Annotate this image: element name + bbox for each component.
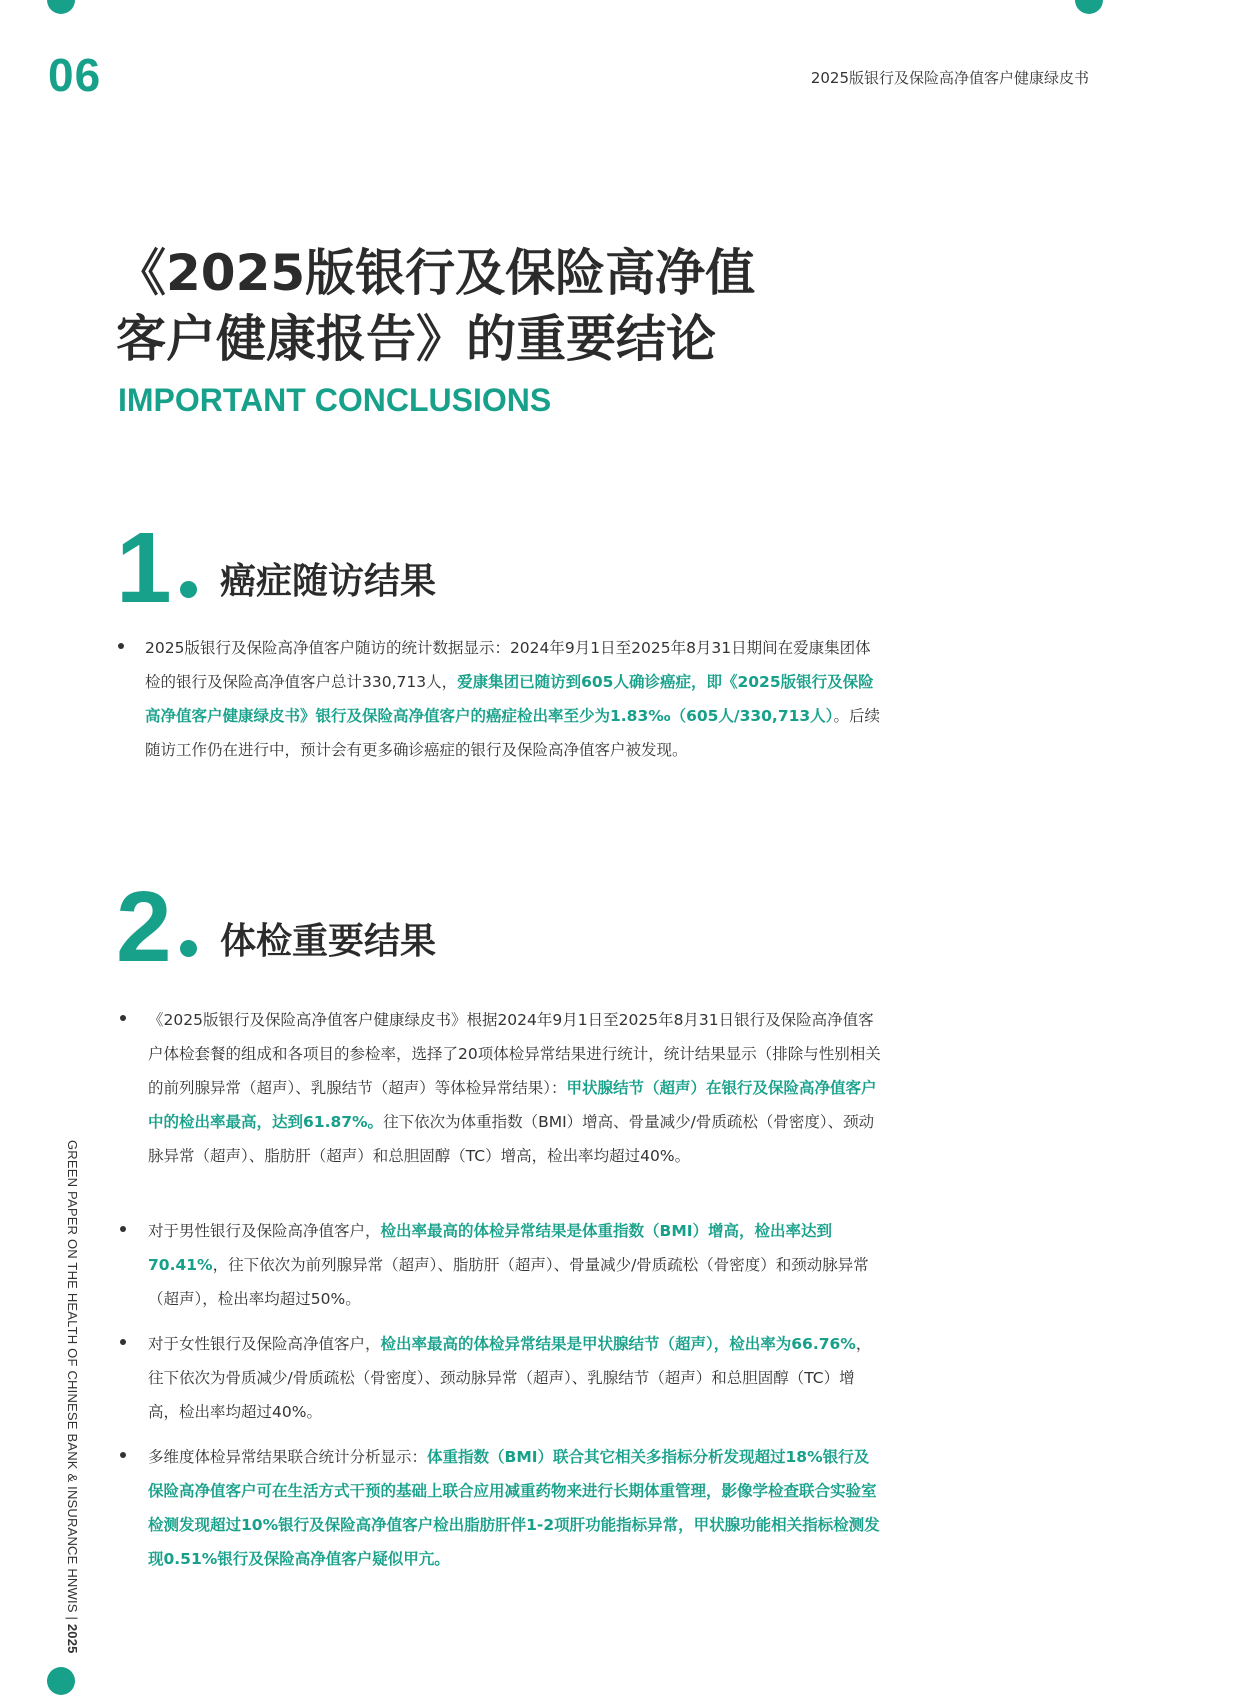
text-run: 。后续随访工作仍在进行中，预计会有更多确诊癌症的银行及保险高净值客户被发现。 [145, 707, 880, 759]
text-run: 《2025版银行及保险高净值客户健康绿皮书》根据2024年9月1日至2025年8月31日银行及保险高净值客户体检套餐的组成和各项目的参检率，选择了20项体检异常结果进行统计，统计结果显示（排除与性别相关的前列腺异常（超声）、乳腺结节（超声）等体检异常结果）： [148, 1011, 881, 1097]
sidebar-vertical-text [65, 1140, 80, 1654]
text-run: 往下依次为体重指数（BMI）增高、骨量减少/骨质疏松（骨密度）、颈动脉异常（超声）、脂肪肝（超声）和总胆固醇（TC）增高，检出率均超过40%。 [148, 1113, 875, 1165]
section-2-paragraph-1 [148, 1003, 883, 1173]
section-2-dot [180, 940, 197, 957]
section-1-title: 癌症随访结果 [220, 561, 437, 602]
sidebar-text: GREEN PAPER ON THE HEALTH OF CHINESE BANK & INSURANCE HNWIS | [65, 1140, 80, 1624]
bullet-dot [120, 1339, 126, 1345]
highlight-text: 甲状腺结节（超声）在银行及保险高净值客户中的检出率最高，达到61.87%。 [148, 1079, 877, 1131]
page-subtitle: IMPORTANT CONCLUSIONS [118, 382, 552, 418]
page-title [116, 240, 755, 372]
decor-dot-bottom-left [47, 1667, 75, 1695]
section-2-paragraph-4 [148, 1440, 883, 1576]
highlight-text: 检出率最高的体检异常结果是体重指数（BMI）增高，检出率达到70.41% [148, 1222, 833, 1274]
decor-dot-top-right [1075, 0, 1103, 14]
page-title-line-2: 客户健康报告》的重要结论 [116, 310, 716, 368]
text-run: 多维度体检异常结果联合统计分析显示： [148, 1448, 428, 1466]
section-1-number: 1 [116, 512, 172, 624]
text-run: 对于女性银行及保险高净值客户， [148, 1335, 381, 1353]
highlight-text: 爱康集团已随访到605人确诊癌症，即《2025版银行及保险高净值客户健康绿皮书》银行及保险高净值客户的癌症检出率至少为1.83‰（605人/330,713人） [145, 673, 874, 725]
text-run: ，往下依次为前列腺异常（超声）、脂肪肝（超声）、骨量减少/骨质疏松（骨密度）和颈动脉异常（超声），检出率均超过50%。 [148, 1256, 869, 1308]
bullet-dot [120, 1452, 126, 1458]
section-2-number: 2 [116, 871, 172, 983]
section-2-paragraph-2 [148, 1214, 883, 1316]
bullet-dot [120, 1015, 126, 1021]
decor-dot-top-left [47, 0, 75, 14]
text-run: 2025版银行及保险高净值客户随访的统计数据显示：2024年9月1日至2025年8月31日期间在爱康集团体检的银行及保险高净值客户总计330,713人， [145, 639, 871, 691]
document-header-title: 2025版银行及保险高净值客户健康绿皮书 [810, 69, 1089, 87]
section-1-dot [180, 581, 197, 598]
section-2-paragraph-3 [148, 1327, 883, 1429]
section-2-title: 体检重要结果 [220, 921, 437, 962]
bullet-dot [118, 643, 124, 649]
highlight-text: 体重指数（BMI）联合其它相关多指标分析发现超过18%银行及保险高净值客户可在生活方式干预的基础上联合应用减重药物来进行长期体重管理，影像学检查联合实验室检测发现超过10%银行及保险高净值客户检出脂肪肝伴1-2项肝功能指标异常，甲状腺功能相关指标检测发现0.51%银行及保险高净值客户疑似甲亢。 [148, 1448, 880, 1568]
page-title-line-1: 《2025版银行及保险高净值 [116, 244, 756, 302]
text-run: 对于男性银行及保险高净值客户， [148, 1222, 381, 1240]
sidebar-year: 2025 [65, 1623, 80, 1654]
highlight-text: 检出率最高的体检异常结果是甲状腺结节（超声），检出率为66.76% [380, 1335, 856, 1353]
page-number: 06 [48, 49, 102, 101]
bullet-dot [120, 1226, 126, 1232]
text-run: ，往下依次为骨质减少/骨质疏松（骨密度）、颈动脉异常（超声）、乳腺结节（超声）和总胆固醇（TC）增高，检出率均超过40%。 [148, 1335, 872, 1421]
section-1-paragraph-1 [145, 631, 880, 767]
